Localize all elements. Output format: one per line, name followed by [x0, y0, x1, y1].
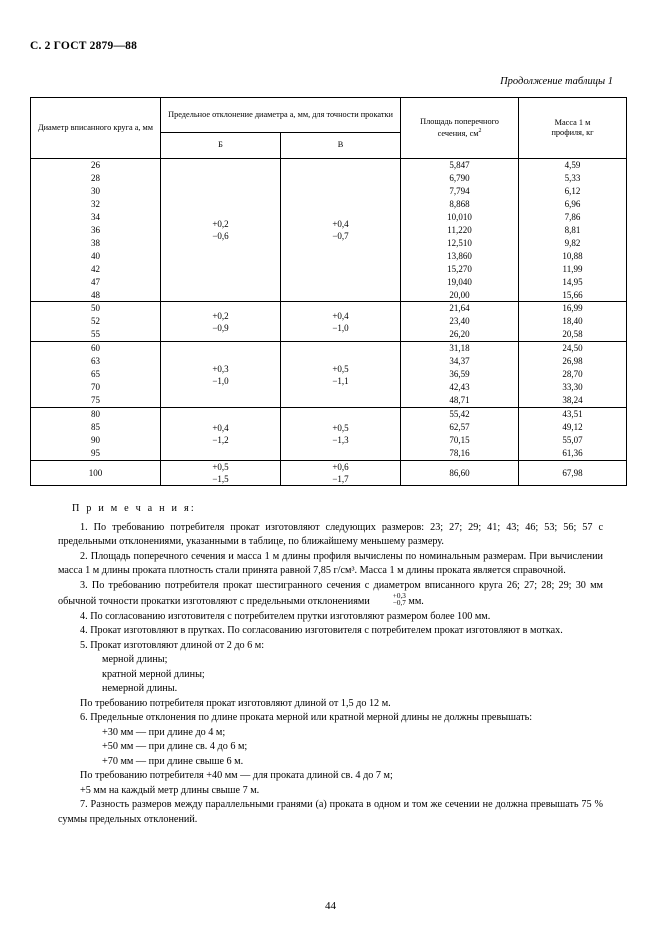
table-row: [31, 342, 627, 408]
note-item-1: 1. По требованию потребителя прокат изготовляют следующих размеров: 23; 27; 29; 41; 43; 46; 53; 56; 57 с предельными отклонениями, указанными в таблице, по ближайшему меньшему размеру.: [58, 521, 603, 548]
cell-masses: 67,98: [519, 460, 627, 485]
cell-diameters: 26 28 30 32 34 36 38 40 42 47 48: [31, 159, 161, 302]
cell-deviation-v: +0,5 −1,1: [281, 342, 401, 408]
notes-title: П р и м е ч а н и я:: [72, 503, 196, 515]
cell-masses: 43,51 49,12 55,07 61,36: [519, 408, 627, 461]
cell-deviation-v: +0,6 −1,7: [281, 460, 401, 485]
note-item-3: 3. По требованию потребителя прокат шестигранного сечения с диаметром вписанного круга 26; 27; 28; 29; 30 мм обычной точности прокатки изготовляют с предельными отклонениями +0,3 −0,7 мм.: [58, 579, 603, 608]
cell-masses: 16,99 18,40 20,58: [519, 302, 627, 342]
deviation-extra-1: По требованию потребителя +40 мм — для проката длиной св. 4 до 7 м;: [80, 770, 393, 782]
cell-areas: 5,847 6,790 7,794 8,868 10,010 11,220 12,510 13,860 15,270 19,040 20,00: [401, 159, 519, 302]
cell-deviation-b: +0,2 −0,9: [161, 302, 281, 342]
cell-diameters: 80 85 90 95: [31, 408, 161, 461]
footer-page-number: 44: [325, 900, 336, 912]
cell-areas: 55,42 62,57 70,15 78,16: [401, 408, 519, 461]
table-row: [31, 302, 627, 342]
continuation-note: Продолжение таблицы 1: [500, 76, 613, 87]
table-head: [31, 98, 627, 159]
cell-masses: 4,59 5,33 6,12 6,96 7,86 8,81 9,82 10,88 11,99 14,95 15,66: [519, 159, 627, 302]
note-item-2: 2. Площадь поперечного сечения и масса 1 м длины профиля вычислены по номинальным размерам. При вычислении масса 1 м длины проката плотность стали принята равной 7,85 г/см³. Масса 1 м длины проката является справочной.: [58, 550, 603, 577]
note-item-7: 7. Разность размеров между параллельными гранями (a) проката в одном и том же сечении не должна превышать 75 % суммы предельных отклонений.: [58, 799, 603, 825]
cell-deviation-b: +0,3 −1,0: [161, 342, 281, 408]
cell-areas: 86,60: [401, 460, 519, 485]
note-item-5: 5. Прокат изготовляют длиной от 2 до 6 м:: [80, 639, 265, 651]
col-header-mass: Масса 1 м профиля, кг: [519, 98, 627, 159]
deviation-extra-2: +5 мм на каждый метр длины свыше 7 м.: [80, 784, 260, 796]
specification-table: [30, 97, 627, 486]
cell-deviation-v: +0,4 −1,0: [281, 302, 401, 342]
note-item-4b: 4. Прокат изготовляют в прутках. По согласованию изготовителя с потребителем прокат изготовляют в мотках.: [80, 625, 563, 637]
cell-deviation-b: +0,2 −0,6: [161, 159, 281, 302]
note-item-4a: 4. По согласованию изготовителя с потребителем прутки изготовляют размером более 100 мм.: [80, 610, 491, 622]
cell-areas: 31,18 34,37 36,59 42,43 48,71: [401, 342, 519, 408]
deviation-item-2: +50 мм — при длине св. 4 до 6 м;: [102, 741, 248, 753]
table-row: [31, 159, 627, 302]
cell-diameters: 60 63 65 70 75: [31, 342, 161, 408]
table-body: [31, 159, 627, 486]
length-extra: По требованию потребителя прокат изготовляют длиной от 1,5 до 12 м.: [80, 697, 391, 709]
cell-masses: 24,50 26,98 28,70 33,30 38,24: [519, 342, 627, 408]
deviation-item-1: +30 мм — при длине до 4 м;: [102, 726, 226, 738]
cell-deviation-b: +0,5 −1,5: [161, 460, 281, 485]
tolerance-fraction: +0,3 −0,7: [392, 592, 406, 608]
cell-diameters: 100: [31, 460, 161, 485]
cell-diameters: 50 52 55: [31, 302, 161, 342]
page-header-text: С. 2 ГОСТ 2879—88: [30, 40, 138, 52]
length-kind-3: немерной длины.: [102, 683, 178, 695]
cell-areas: 21,64 23,40 26,20: [401, 302, 519, 342]
col-header-deviation-group: Предельное отклонение диаметра a, мм, для точности прокатки: [161, 98, 401, 133]
table-row: [31, 408, 627, 461]
cell-deviation-v: +0,4 −0,7: [281, 159, 401, 302]
length-kind-2: кратной мерной длины;: [102, 668, 205, 680]
col-header-area: Площадь поперечного сечения, $см^2$: [401, 98, 519, 159]
notes-section: [30, 502, 625, 827]
note-item-6: 6. Предельные отклонения по длине проката мерной или кратной мерной длины не должны превышать:: [80, 712, 533, 724]
length-kind-1: мерной длины;: [102, 654, 168, 666]
col-header-accuracy-v: В: [281, 133, 401, 159]
col-header-accuracy-b: Б: [161, 133, 281, 159]
cell-deviation-v: +0,5 −1,3: [281, 408, 401, 461]
col-header-diameter: Диаметр вписанного круга a, мм: [31, 98, 161, 159]
cell-deviation-b: +0,4 −1,2: [161, 408, 281, 461]
deviation-item-3: +70 мм — при длине свыше 6 м.: [102, 755, 244, 767]
page-header: [30, 40, 625, 52]
table-row: [31, 460, 627, 485]
